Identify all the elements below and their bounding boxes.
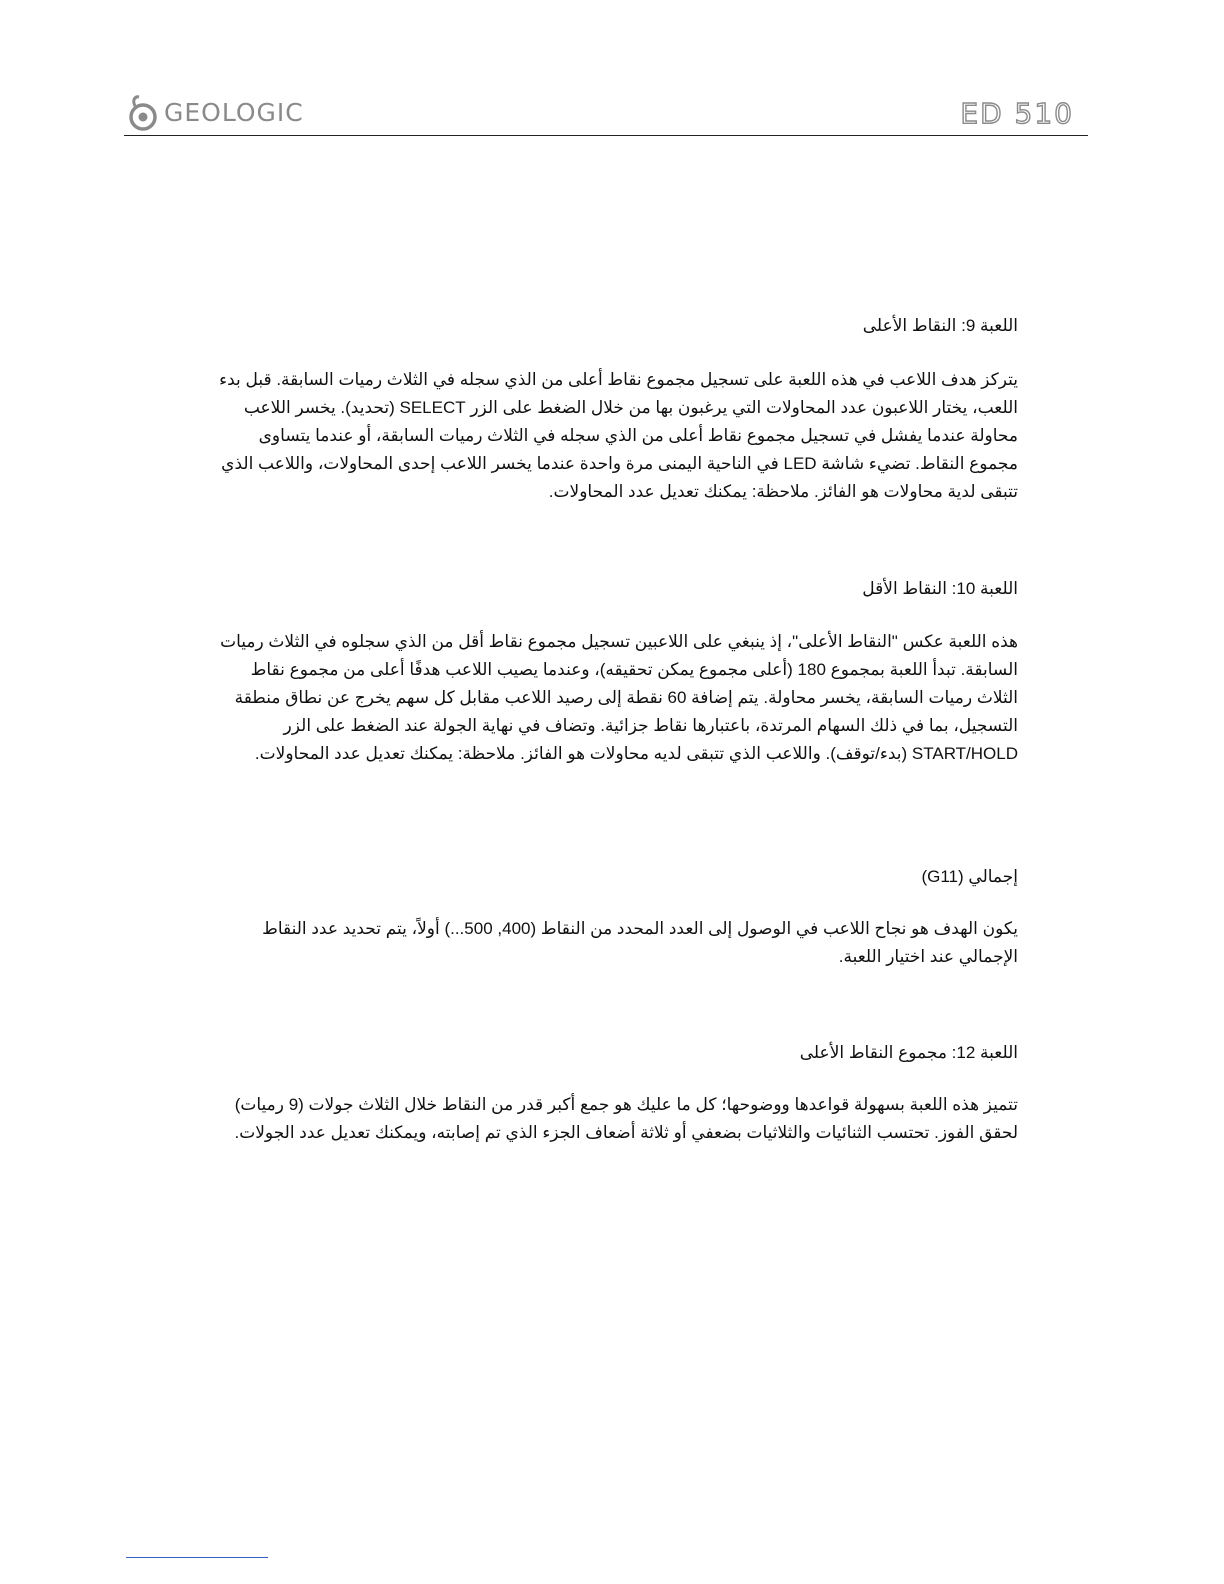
- section-body: تتميز هذه اللعبة بسهولة قواعدها ووضوحها؛ كل ما عليك هو جمع أكبر قدر من النقاط خلال الثلاث جولات (9 رميات) لحقق الفوز. تحتسب الثنائيات والثلاثيات بضعفي أو ثلاثة أضعاف الجزء الذي تم إصابته، ويمكنك تعديل عدد الجولات.: [234, 1095, 1018, 1142]
- brand-logo-icon: [126, 94, 160, 132]
- section-title: اللعبة 10: النقاط الأقل: [862, 579, 1018, 598]
- section-game-11: [208, 863, 1018, 971]
- section-title: اللعبة 9: النقاط الأعلى: [862, 316, 1018, 335]
- section-body: يكون الهدف هو نجاح اللاعب في الوصول إلى العدد المحدد من النقاط (400, 500...) أولاً، يتم تحديد عدد النقاط الإجمالي عند اختيار اللعبة.: [262, 919, 1018, 966]
- header-divider: [124, 135, 1088, 136]
- footnote-divider: [126, 1557, 268, 1558]
- brand-name: GEOLOGIC: [164, 98, 304, 127]
- model-name: ED 510: [960, 97, 1074, 130]
- section-title: إجمالي (G11): [921, 867, 1018, 886]
- section-game-12: [208, 1039, 1018, 1147]
- section-game-10: [208, 575, 1018, 768]
- brand-logo: [126, 94, 304, 132]
- page-header: [126, 92, 1088, 136]
- section-title: اللعبة 12: مجموع النقاط الأعلى: [799, 1043, 1018, 1062]
- section-game-9: [208, 312, 1018, 506]
- section-body: يتركز هدف اللاعب في هذه اللعبة على تسجيل مجموع نقاط أعلى من الذي سجله في الثلاث رميات السابقة. قبل بدء اللعب، يختار اللاعبون عدد المحاولات التي يرغبون بها من خلال الضغط على الزر SELECT (تحديد). يخسر اللاعب محاولة عندما يفشل في تسجيل مجموع نقاط أعلى من الذي سجله في الثلاث رميات السابقة، أو عندما يتساوى مجموع النقاط. تضيء شاشة LED في الناحية اليمنى مرة واحدة عندما يخسر اللاعب إحدى المحاولات، واللاعب الذي تتبقى لدية محاولات هو الفائز. ملاحظة: يمكنك تعديل عدد المحاولات.: [219, 370, 1018, 501]
- section-body: هذه اللعبة عكس "النقاط الأعلى"، إذ ينبغي على اللاعبين تسجيل مجموع نقاط أقل من الذي سجلوه في الثلاث رميات السابقة. تبدأ اللعبة بمجموع 180 (أعلى مجموع يمكن تحقيقه)، وعندما يصيب اللاعب هدفًا أعلى من مجموع نقاط الثلاث رميات السابقة، يخسر محاولة. يتم إضافة 60 نقطة إلى رصيد اللاعب مقابل كل سهم يخرج عن نطاق منطقة التسجيل، بما في ذلك السهام المرتدة، باعتبارها نقاط جزائية. وتضاف في نهاية الجولة عند الضغط على الزر START/HOLD (بدء/توقف). واللاعب الذي تتبقى لديه محاولات هو الفائز. ملاحظة: يمكنك تعديل عدد المحاولات.: [220, 632, 1018, 763]
